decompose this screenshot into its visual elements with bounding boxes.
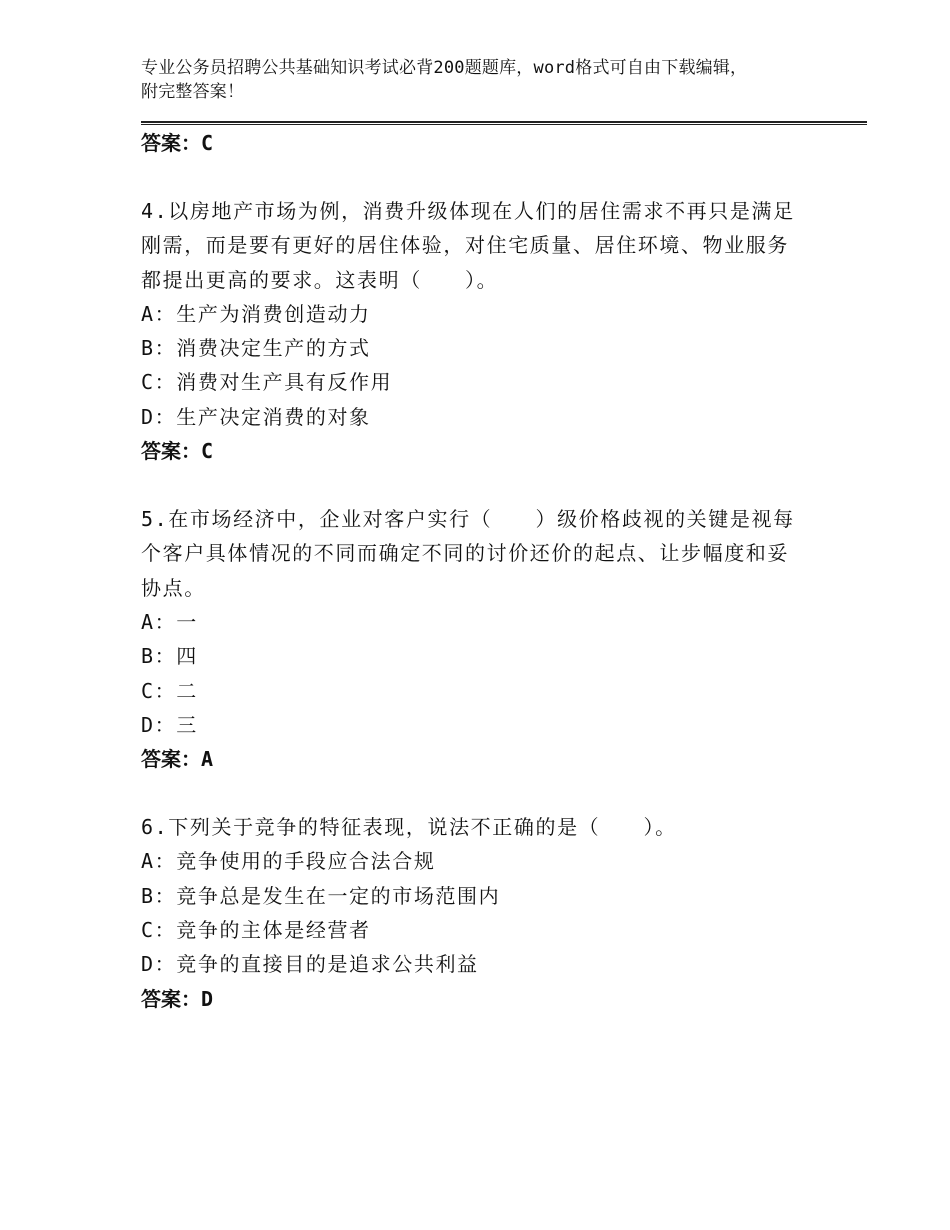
answer: 答案：C: [141, 439, 214, 464]
option-b: B：竞争总是发生在一定的市场范围内: [141, 883, 501, 908]
option-a: A：竞争使用的手段应合法合规: [141, 849, 436, 874]
page-content: [141, 126, 801, 1016]
question-text: 4.以房地产市场为例，消费升级体现在人们的居住需求不再只是满足刚需，而是要有更好的居住体验，对住宅质量、居住环境、物业服务都提出更高的要求。这表明（ ）。: [141, 199, 795, 292]
option-c: C：消费对生产具有反作用: [141, 370, 393, 395]
option-c: C：竞争的主体是经营者: [141, 918, 371, 943]
answer-previous: 答案：C: [141, 131, 214, 155]
question-4: [141, 194, 801, 468]
option-d: D：生产决定消费的对象: [141, 404, 371, 429]
option-c: C：二: [141, 678, 198, 703]
header-line-1: 专业公务员招聘公共基础知识考试必背200题题库，word格式可自由下载编辑，: [141, 58, 748, 78]
question-text: 5.在市场经济中，企业对客户实行（ ）级价格歧视的关键是视每个客户具体情况的不同而确定不同的讨价还价的起点、让步幅度和妥协点。: [141, 507, 795, 600]
answer: 答案：A: [141, 747, 214, 772]
header-line-2: 附完整答案！: [141, 82, 245, 102]
question-5: [141, 502, 801, 776]
option-a: A：一: [141, 609, 198, 634]
option-d: D：三: [141, 712, 198, 737]
option-d: D：竞争的直接目的是追求公共利益: [141, 952, 479, 977]
question-text: 6.下列关于竞争的特征表现，说法不正确的是（ ）。: [141, 815, 677, 840]
option-b: B：四: [141, 644, 198, 669]
question-6: [141, 810, 801, 1015]
option-b: B：消费决定生产的方式: [141, 336, 371, 361]
page-header: [141, 56, 841, 104]
answer: 答案：D: [141, 986, 214, 1011]
header-divider: [141, 121, 867, 125]
option-a: A：生产为消费创造动力: [141, 301, 371, 326]
